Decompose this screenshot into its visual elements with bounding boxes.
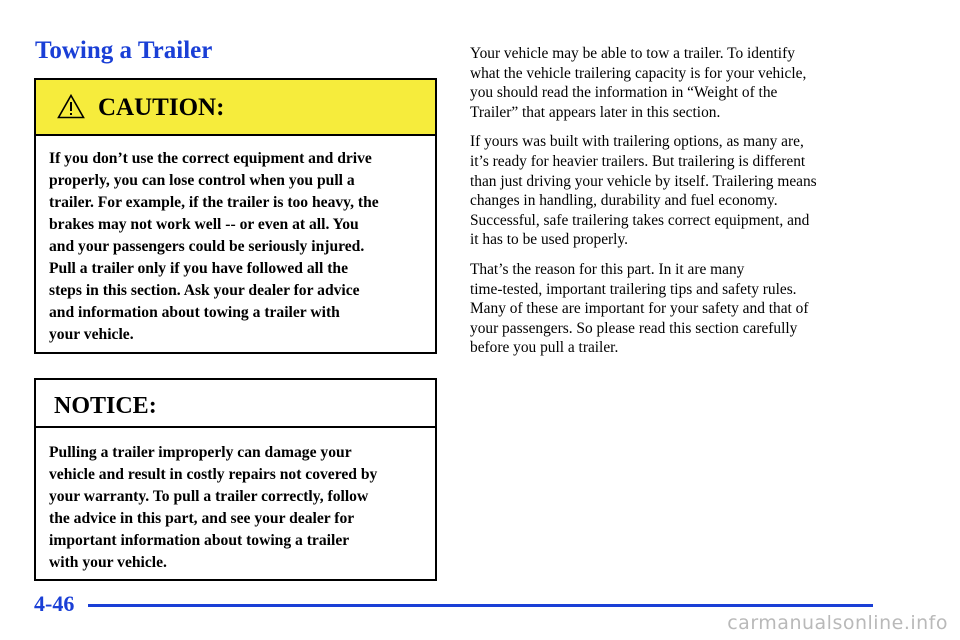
caution-line: brakes may not work well -- or even at all. You bbox=[49, 216, 359, 233]
notice-box bbox=[34, 378, 437, 581]
caution-line: steps in this section. Ask your dealer for advice bbox=[49, 282, 360, 299]
caution-line: properly, you can lose control when you pull a bbox=[49, 172, 355, 189]
paragraph-line: Trailer” that appears later in this section. bbox=[470, 103, 721, 121]
paragraph-line: Successful, safe trailering takes correct equipment, and bbox=[470, 211, 810, 229]
page-title: Towing a Trailer bbox=[35, 37, 213, 64]
paragraph-trailering-options bbox=[470, 132, 890, 250]
footer-rule bbox=[88, 604, 873, 607]
caution-header bbox=[36, 80, 435, 136]
caution-title: CAUTION: bbox=[98, 94, 225, 121]
caution-line: Pull a trailer only if you have followed all the bbox=[49, 260, 349, 277]
paragraph-reason bbox=[470, 260, 890, 358]
notice-line: the advice in this part, and see your dealer for bbox=[49, 510, 355, 527]
notice-text bbox=[36, 428, 435, 574]
watermark[interactable]: carmanualsonline.info bbox=[727, 612, 948, 634]
paragraph-line: Many of these are important for your safety and that of bbox=[470, 300, 809, 318]
notice-title: NOTICE: bbox=[54, 393, 157, 419]
paragraph-line: time-tested, important trailering tips and safety rules. bbox=[470, 280, 797, 298]
page-number: 4-46 bbox=[34, 591, 75, 616]
notice-line: your warranty. To pull a trailer correctly, follow bbox=[49, 488, 369, 505]
paragraph-line: you should read the information in “Weight of the bbox=[470, 84, 778, 102]
paragraph-line: If yours was built with trailering options, as many are, bbox=[470, 133, 804, 151]
paragraph-line: than just driving your vehicle by itself. Trailering means bbox=[470, 172, 817, 190]
caution-line: your vehicle. bbox=[49, 326, 134, 343]
notice-line: vehicle and result in costly repairs not covered by bbox=[49, 466, 378, 483]
caution-line: trailer. For example, if the trailer is too heavy, the bbox=[49, 194, 379, 211]
caution-line: If you don’t use the correct equipment and drive bbox=[49, 150, 372, 167]
notice-line: Pulling a trailer improperly can damage your bbox=[49, 444, 352, 461]
paragraph-line: it has to be used properly. bbox=[470, 231, 629, 249]
caution-text bbox=[36, 136, 435, 346]
paragraph-line: Your vehicle may be able to tow a trailer. To identify bbox=[470, 45, 795, 62]
paragraph-line: what the vehicle trailering capacity is for your vehicle, bbox=[470, 64, 807, 82]
paragraph-line: That’s the reason for this part. In it are many bbox=[470, 260, 745, 278]
warning-triangle-icon bbox=[57, 94, 85, 119]
paragraph-intro bbox=[470, 44, 890, 122]
paragraph-line: changes in handling, durability and fuel economy. bbox=[470, 192, 778, 210]
paragraph-line: it’s ready for heavier trailers. But trailering is different bbox=[470, 152, 806, 170]
caution-line: and information about towing a trailer with bbox=[49, 304, 340, 321]
notice-line: with your vehicle. bbox=[49, 554, 167, 571]
paragraph-line: your passengers. So please read this section carefully bbox=[470, 319, 798, 337]
body-text-column bbox=[470, 44, 890, 368]
notice-line: important information about towing a trailer bbox=[49, 532, 350, 549]
paragraph-line: before you pull a trailer. bbox=[470, 339, 619, 357]
notice-header bbox=[36, 380, 435, 428]
caution-box bbox=[34, 78, 437, 354]
caution-line: and your passengers could be seriously injured. bbox=[49, 238, 365, 255]
